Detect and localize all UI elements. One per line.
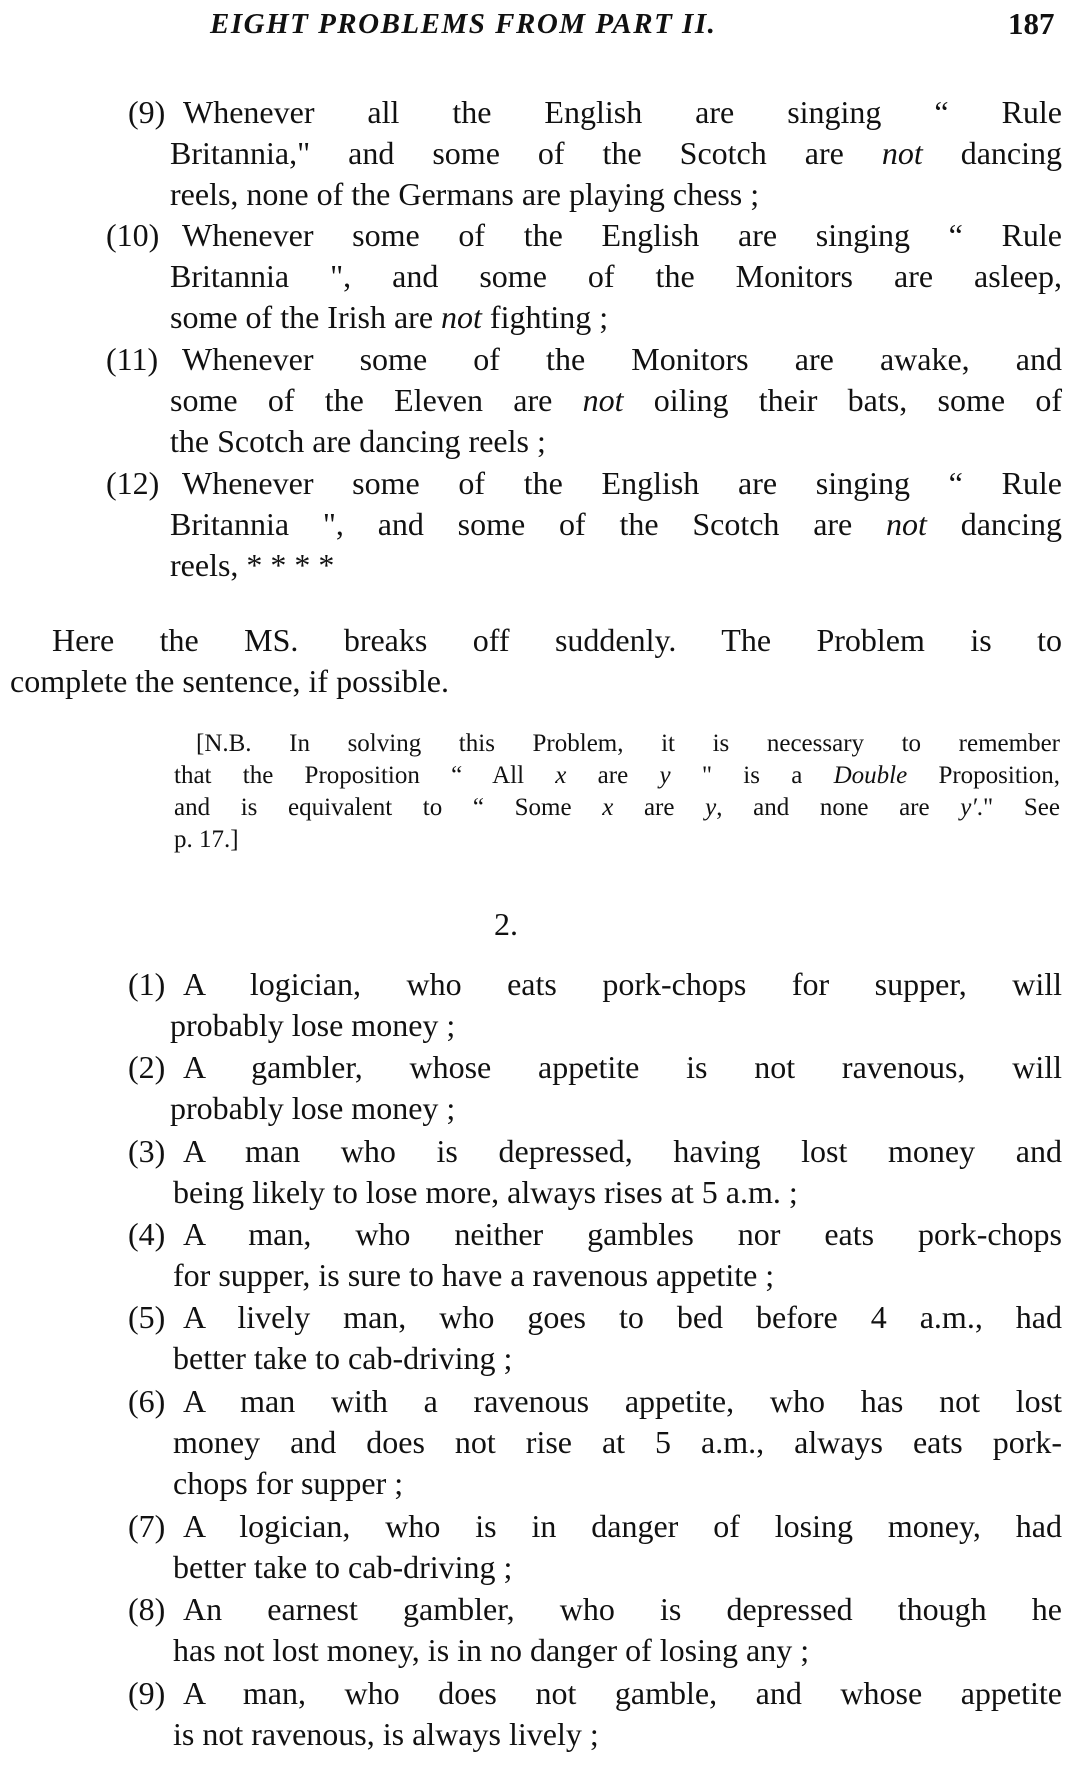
premise-number: (12) (106, 465, 160, 501)
premise-line: Britannia ", and some of the Monitors are asleep, (170, 258, 1062, 294)
premise-number: (3) (128, 1133, 166, 1169)
note-line: [N.B. In solving this Problem, it is necessary to remember (196, 730, 1060, 757)
text-run: and is equivalent to “ Some (174, 794, 603, 821)
premise-line: Whenever some of the English are singing “ Rule (182, 217, 1062, 253)
premise-line: Whenever all the English are singing “ Rule (183, 94, 1062, 130)
premise-item (128, 1506, 1062, 1588)
ms-paragraph (10, 620, 1062, 702)
text-run: dancing (922, 135, 1063, 171)
text-run: ." See (976, 794, 1060, 821)
text-run: some of the Irish are (170, 299, 442, 335)
premise-item (128, 1673, 1062, 1755)
emphasis-not: not (886, 506, 927, 542)
premise-line: being likely to lose more, always rises at 5 a.m. ; (173, 1174, 798, 1210)
premise-item (128, 1214, 1062, 1296)
premise-item (128, 1131, 1062, 1213)
premise-item (106, 463, 1062, 586)
premise-number: (8) (128, 1591, 166, 1627)
text-run: some of the Eleven are (170, 382, 583, 418)
variable-y-prime: y′ (960, 794, 977, 821)
text-run: Proposition, (907, 762, 1060, 789)
premise-line: A man, who neither gambles nor eats pork-chops (183, 1216, 1062, 1252)
paragraph-line: Here the MS. breaks off suddenly. The Problem is to (52, 622, 1062, 658)
premise-number: (9) (128, 94, 166, 130)
premise-line: the Scotch are dancing reels ; (170, 423, 546, 459)
running-head-title: EIGHT PROBLEMS FROM PART II. (210, 8, 717, 40)
text-run: Britannia," and some of the Scotch are (170, 135, 882, 171)
text-run: are (613, 794, 706, 821)
premise-number: (9) (128, 1675, 166, 1711)
premise-line: A man who is depressed, having lost money and (183, 1133, 1062, 1169)
premise-line: probably lose money ; (170, 1090, 456, 1126)
premise-line: has not lost money, is in no danger of losing any ; (173, 1632, 810, 1668)
premise-line: A logician, who eats pork-chops for supper, will (183, 966, 1062, 1002)
premise-line: reels, none of the Germans are playing chess ; (170, 176, 760, 212)
premise-line: money and does not rise at 5 a.m., always eats pork- (173, 1424, 1062, 1460)
text-run: , and none are (716, 794, 961, 821)
text-run: " is a (670, 762, 834, 789)
premise-line: Whenever some of the Monitors are awake, and (182, 341, 1062, 377)
premise-item (128, 1047, 1062, 1129)
premise-item (106, 215, 1062, 338)
text-run: Britannia ", and some of the Scotch are (170, 506, 887, 542)
premise-line: better take to cab-driving ; (173, 1549, 513, 1585)
premise-line: reels, * * * * (170, 547, 335, 583)
nb-note (174, 728, 1060, 856)
premise-item (128, 1381, 1062, 1504)
text-run: fighting ; (481, 299, 609, 335)
emphasis-not: not (441, 299, 482, 335)
premise-line (170, 504, 1062, 545)
premise-line: An earnest gambler, who is depressed though he (183, 1591, 1062, 1627)
premise-line: A man with a ravenous appetite, who has not lost (183, 1383, 1062, 1419)
premise-item (128, 92, 1062, 215)
variable-y: y (705, 794, 717, 821)
premise-line: probably lose money ; (170, 1007, 456, 1043)
premise-item (128, 964, 1062, 1046)
variable-x: x (602, 794, 614, 821)
premise-line: A logician, who is in danger of losing money, had (183, 1508, 1062, 1544)
emphasis-not: not (881, 135, 923, 171)
premise-line (170, 297, 1062, 338)
premise-item (128, 1297, 1062, 1379)
variable-y: y (659, 762, 671, 789)
premise-line (170, 380, 1062, 421)
text-run: are (566, 762, 660, 789)
section-number: 2. (494, 906, 518, 942)
premise-line: chops for supper ; (173, 1465, 404, 1501)
premise-number: (1) (128, 966, 166, 1002)
variable-x: x (555, 762, 567, 789)
note-line: p. 17.] (174, 826, 239, 853)
text-run: dancing (926, 506, 1063, 542)
premise-line: A man, who does not gamble, and whose appetite (183, 1675, 1062, 1711)
premise-item (128, 1589, 1062, 1671)
premise-number: (11) (106, 341, 159, 377)
premise-line: A lively man, who goes to bed before 4 a.m., had (183, 1299, 1062, 1335)
premise-number: (10) (106, 217, 160, 253)
premise-number: (7) (128, 1508, 166, 1544)
premise-item (106, 339, 1062, 462)
premise-number: (5) (128, 1299, 166, 1335)
premise-number: (6) (128, 1383, 166, 1419)
premise-line: Whenever some of the English are singing “ Rule (182, 465, 1062, 501)
premise-line: better take to cab-driving ; (173, 1340, 513, 1376)
paragraph-line: complete the sentence, if possible. (10, 663, 449, 699)
premise-number: (4) (128, 1216, 166, 1252)
running-header (0, 6, 1079, 46)
text-run: that the Proposition “ All (174, 762, 556, 789)
premise-line: is not ravenous, is always lively ; (173, 1716, 599, 1752)
note-line (174, 792, 1060, 824)
premise-number: (2) (128, 1049, 166, 1085)
emphasis-double: Double (833, 762, 908, 789)
note-line (174, 760, 1060, 792)
premise-line: for supper, is sure to have a ravenous appetite ; (173, 1257, 775, 1293)
emphasis-not: not (582, 382, 624, 418)
page-number: 187 (1008, 6, 1055, 41)
premise-line: A gambler, whose appetite is not ravenous, will (183, 1049, 1062, 1085)
premise-line (170, 133, 1062, 174)
text-run: oiling their bats, some of (623, 382, 1063, 418)
